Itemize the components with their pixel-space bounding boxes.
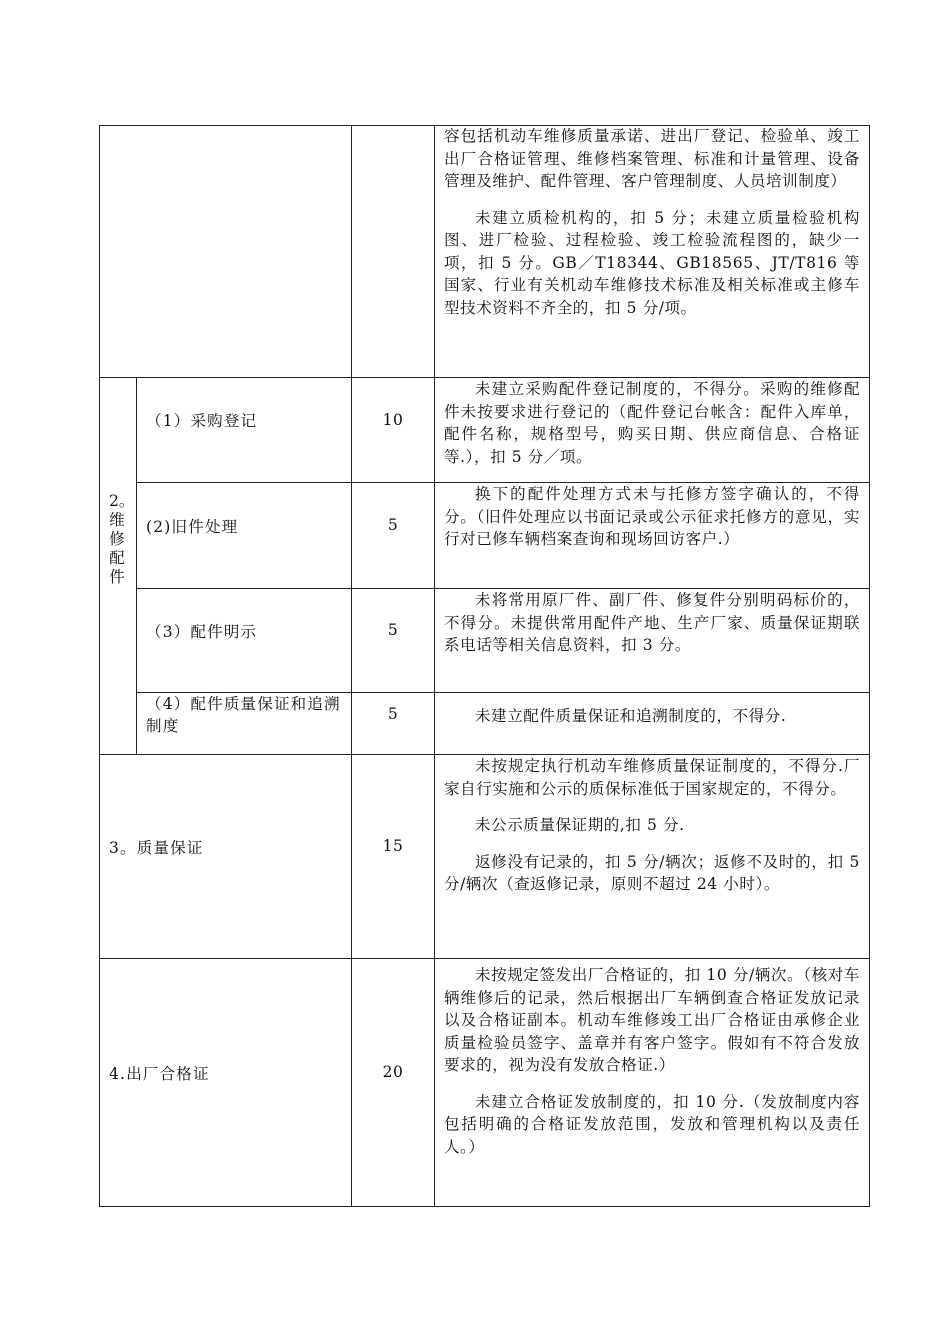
criteria-text: 换下的配件处理方式未与托修方签字确认的，不得分。（旧件处理应以书面记录或公示征求托修方的意见，实行对已修车辆档案查询和现场回访客户.） (444, 485, 860, 548)
parts-group-label: 2。维修配件 (109, 492, 135, 586)
column-rule (136, 377, 137, 754)
item-score: 5 (387, 621, 399, 639)
criteria-text: 容包括机动车维修质量承诺、进出厂登记、检验单、竣工出厂合格证管理、维修档案管理、标准和计量管理、设备管理及维护、配件管理、客户管理制度、人员培训制度） (444, 127, 860, 190)
item-score: 15 (382, 837, 404, 855)
column-rule (99, 125, 100, 1207)
item-score: 5 (387, 516, 399, 534)
criteria-text: 未建立采购配件登记制度的，不得分。采购的维修配件未按要求进行登记的（配件登记台帐含：配件入库单，配件名称，规格型号，购买日期、供应商信息、合格证等.），扣 5 分／项。 (444, 380, 860, 466)
criteria-cell (444, 705, 860, 728)
criteria-text: 未建立配件质量保证和追溯制度的，不得分. (475, 707, 787, 725)
criteria-text: 未按规定签发出厂合格证的，扣 10 分/辆次。（核对车辆维修后的记录，然后根据出厂车辆倒查合格证发放记录以及合格证副本。机动车维修竣工出厂合格证由承修企业质量检验员签字、盖章并有客户签字。假如有不符合发放要求的，视为没有发放合格证.） (444, 966, 860, 1074)
criteria-text: 未建立质检机构的，扣 5 分；未建立质量检验机构图、进厂检验、过程检验、竣工检验流程图的，缺少一项，扣 5 分。GB／T18344、GB18565、JT/T816 等国家、行业有关机动车维修技术标准及相关标准或主修车型技术资料不齐全的，扣 5 分/项。 (444, 208, 860, 317)
criteria-cell (444, 589, 860, 657)
continued-criteria-cell (444, 125, 860, 319)
item-label: 4.出厂合格证 (109, 1065, 210, 1083)
criteria-text: 未公示质量保证期的,扣 5 分. (475, 816, 685, 834)
criteria-cell (444, 964, 860, 1158)
item-label: （1）采购登记 (146, 412, 258, 430)
item-label: （3）配件明示 (146, 623, 258, 641)
row-rule (99, 1206, 870, 1207)
item-score: 5 (387, 705, 399, 723)
row-rule (99, 958, 870, 959)
criteria-cell (444, 483, 860, 551)
criteria-text: 未按规定执行机动车维修质量保证制度的，不得分.厂家自行实施和公示的质保标准低于国家规定的，不得分。 (444, 757, 860, 798)
item-label: (2)旧件处理 (146, 518, 239, 536)
criteria-cell (444, 755, 860, 896)
criteria-text: 未将常用原厂件、副厂件、修复件分别明码标价的，不得分。未提供常用配件产地、生产厂家、质量保证期联系电话等相关信息资料，扣 3 分。 (444, 591, 860, 654)
item-label: （4）配件质量保证和追溯制度 (146, 695, 341, 735)
criteria-text: 未建立合格证发放制度的，扣 10 分.（发放制度内容包括明确的合格证发放范围，发放和管理机构以及责任人。） (444, 1092, 860, 1156)
column-rule (434, 125, 435, 1207)
item-score: 20 (382, 1063, 404, 1081)
criteria-cell (444, 378, 860, 468)
criteria-text: 返修没有记录的，扣 5 分/辆次；返修不及时的，扣 5分/辆次（查返修记录，原则不超过 24 小时）。 (444, 852, 860, 893)
column-rule (869, 125, 870, 1207)
item-score: 10 (382, 411, 404, 429)
column-rule (351, 125, 352, 1207)
item-label: 3。质量保证 (109, 839, 204, 857)
